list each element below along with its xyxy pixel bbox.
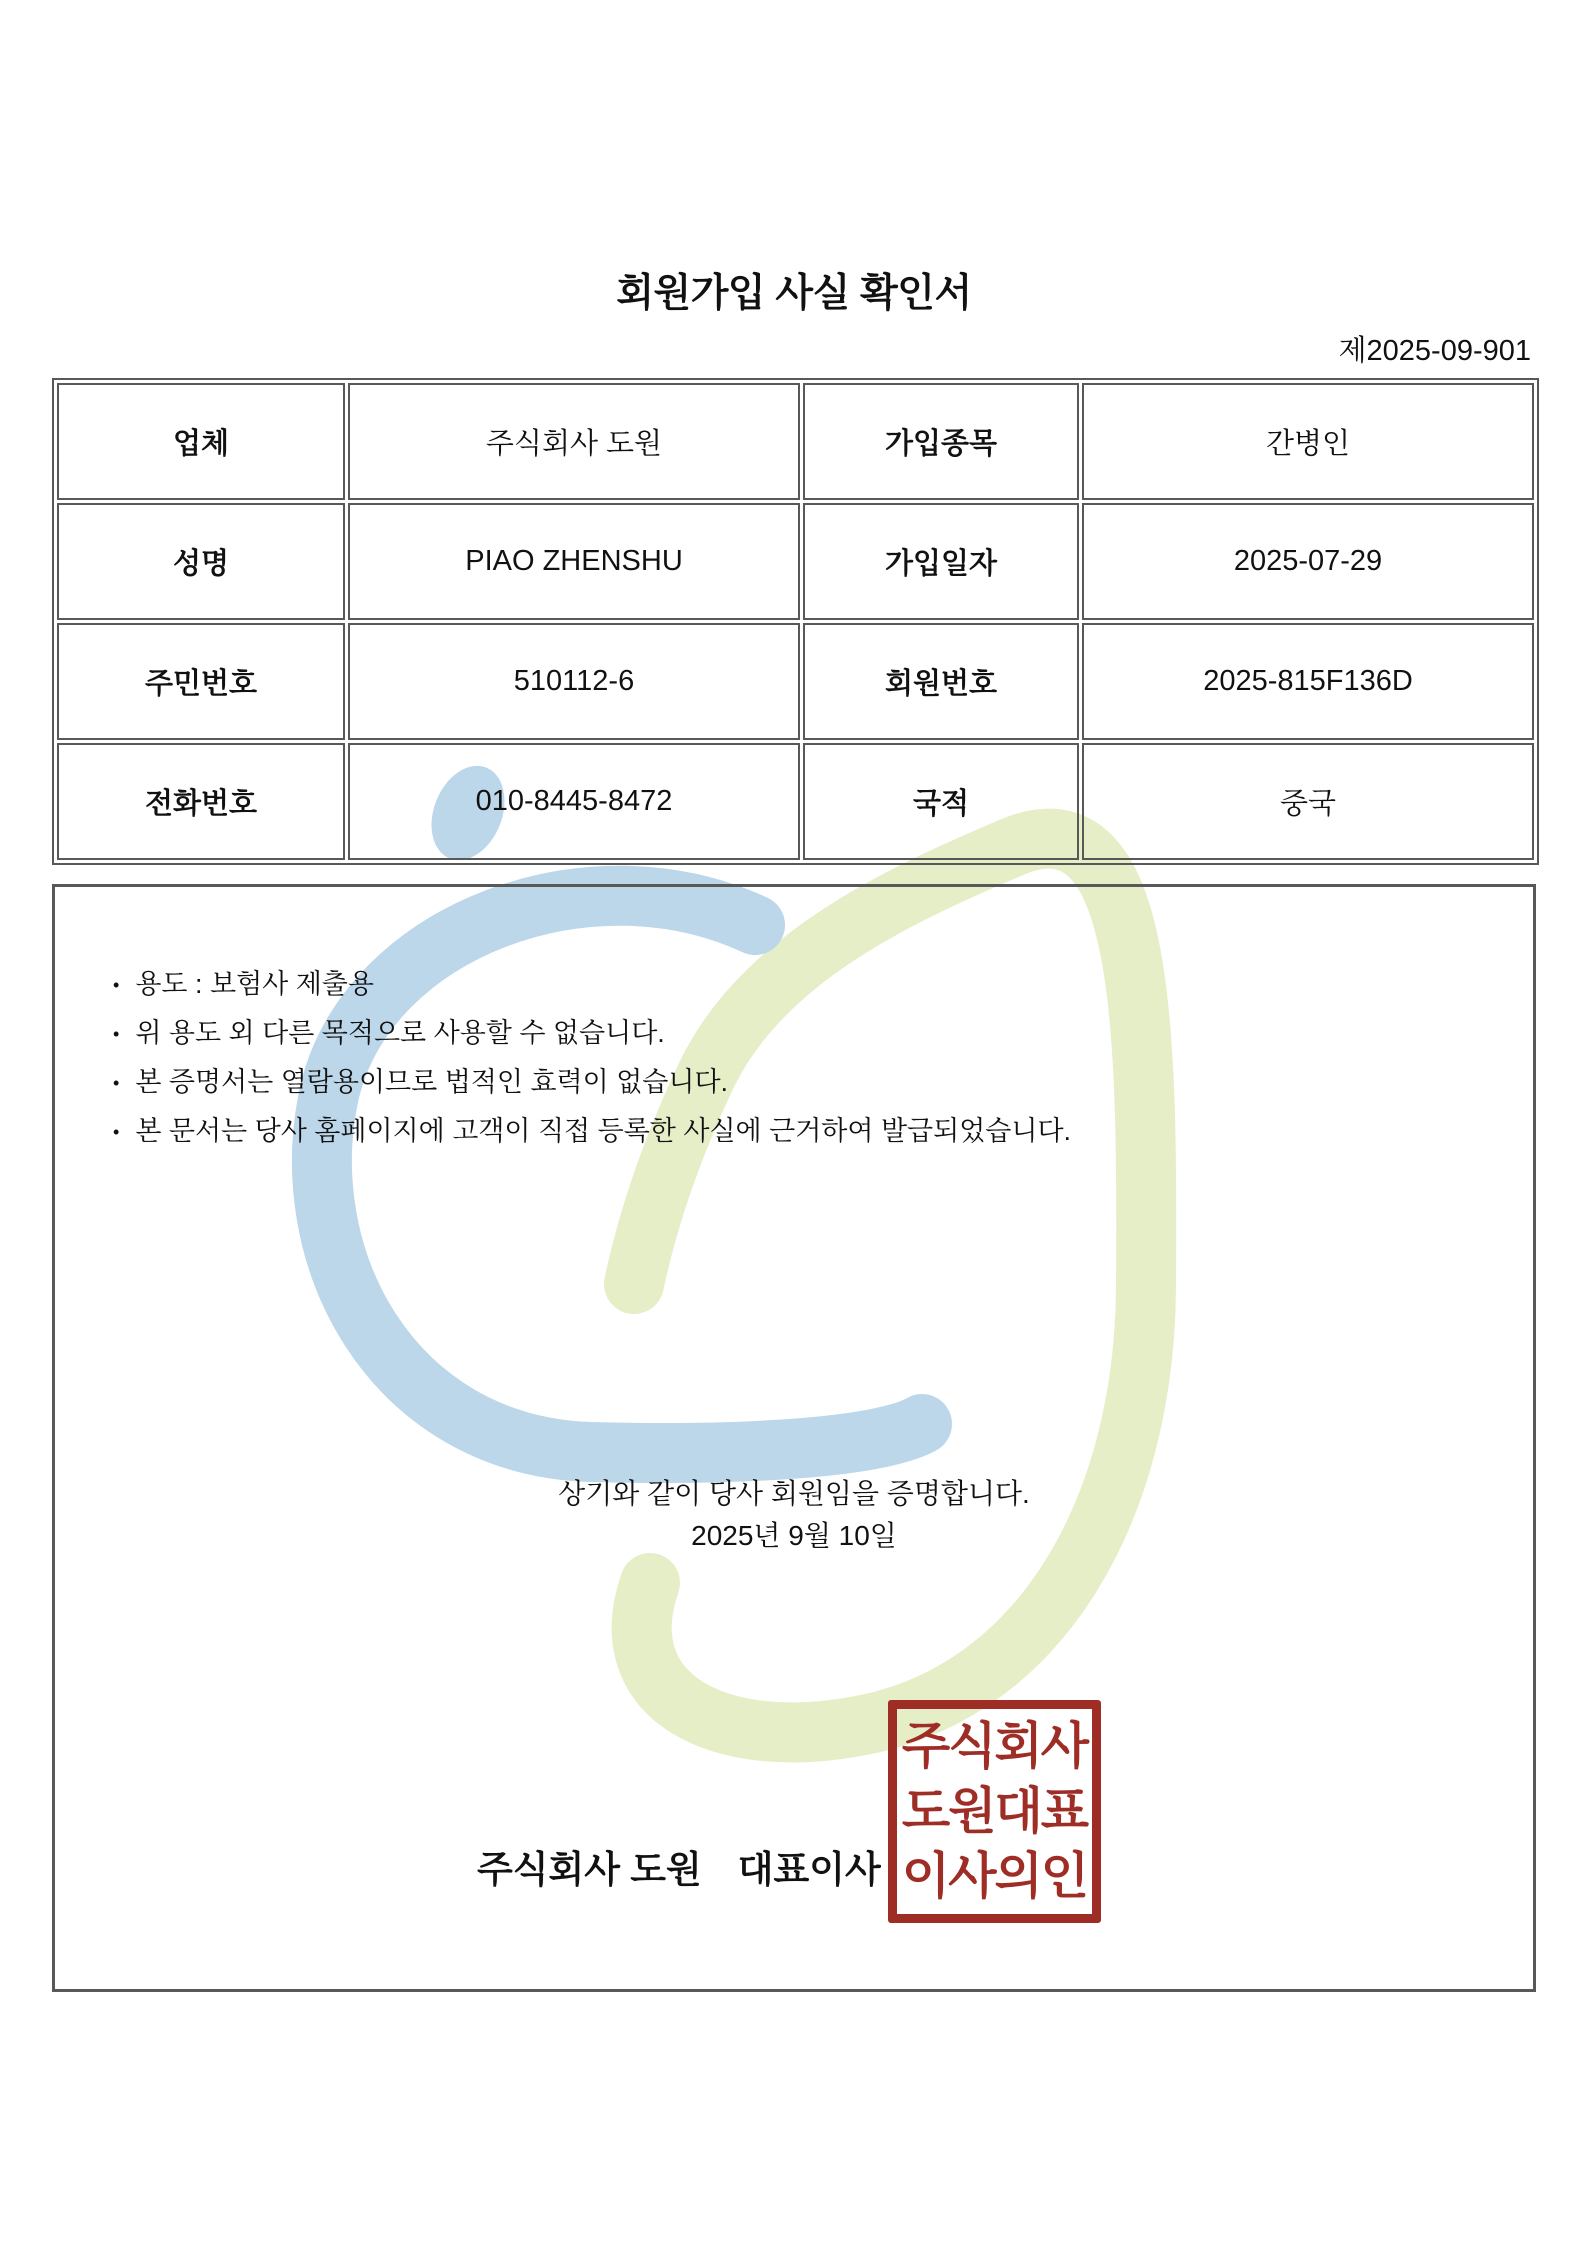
cell-value-resident-no: 510112-6	[348, 623, 800, 740]
bullet-icon: •	[113, 1024, 120, 1044]
member-info-table	[52, 378, 1539, 865]
cell-label-name: 성명	[57, 503, 345, 620]
cell-label-member-no: 회원번호	[803, 623, 1079, 740]
bullet-icon: •	[113, 1073, 120, 1093]
table-row	[57, 623, 1534, 740]
cell-value-company: 주식회사 도원	[348, 383, 800, 500]
note-item	[113, 1009, 1071, 1058]
cell-value-name: PIAO ZHENSHU	[348, 503, 800, 620]
certification-statement	[55, 1473, 1533, 1557]
table-row	[57, 383, 1534, 500]
stamp-text-row: 도원대표	[901, 1783, 1088, 1839]
cell-value-membership: 간병인	[1082, 383, 1534, 500]
issue-date: 2025년 9월 10일	[691, 1520, 897, 1551]
note-text: 본 문서는 당사 홈페이지에 고객이 직접 등록한 사실에 근거하여 발급되었습니다.	[135, 1116, 1072, 1146]
bullet-icon: •	[113, 1122, 120, 1142]
stamp-text-row: 이사의인	[901, 1848, 1088, 1904]
cell-value-phone: 010-8445-8472	[348, 743, 800, 860]
note-text: 본 증명서는 열람용이므로 법적인 효력이 없습니다.	[135, 1067, 729, 1097]
cell-label-resident-no: 주민번호	[57, 623, 345, 740]
cell-label-membership: 가입종목	[803, 383, 1079, 500]
note-text: 위 용도 외 다른 목적으로 사용할 수 없습니다.	[135, 1018, 665, 1048]
signature-role: 대표이사	[737, 1849, 881, 1890]
note-item	[113, 1058, 1071, 1107]
table-row	[57, 503, 1534, 620]
cell-value-member-no: 2025-815F136D	[1082, 623, 1534, 740]
note-item	[113, 960, 1071, 1009]
document-number: 제2025-09-901	[1338, 335, 1531, 367]
signature-company: 주식회사 도원	[477, 1849, 702, 1890]
note-item	[113, 1107, 1071, 1156]
cell-label-nationality: 국적	[803, 743, 1079, 860]
cell-value-nationality: 중국	[1082, 743, 1534, 860]
cell-label-company: 업체	[57, 383, 345, 500]
corporate-seal-stamp	[888, 1700, 1101, 1923]
page-title: 회원가입 사실 확인서	[616, 272, 972, 315]
cell-label-join-date: 가입일자	[803, 503, 1079, 620]
stamp-text-row: 주식회사	[901, 1718, 1088, 1774]
usage-notes	[113, 960, 1071, 1156]
table-row	[57, 743, 1534, 860]
signature-line	[477, 1839, 881, 1893]
statement-line: 상기와 같이 당사 회원임을 증명합니다.	[558, 1478, 1030, 1509]
bullet-icon: •	[113, 975, 120, 995]
note-text: 용도 : 보험사 제출용	[135, 969, 374, 999]
notice-box	[52, 884, 1536, 1992]
cell-label-phone: 전화번호	[57, 743, 345, 860]
cell-value-join-date: 2025-07-29	[1082, 503, 1534, 620]
